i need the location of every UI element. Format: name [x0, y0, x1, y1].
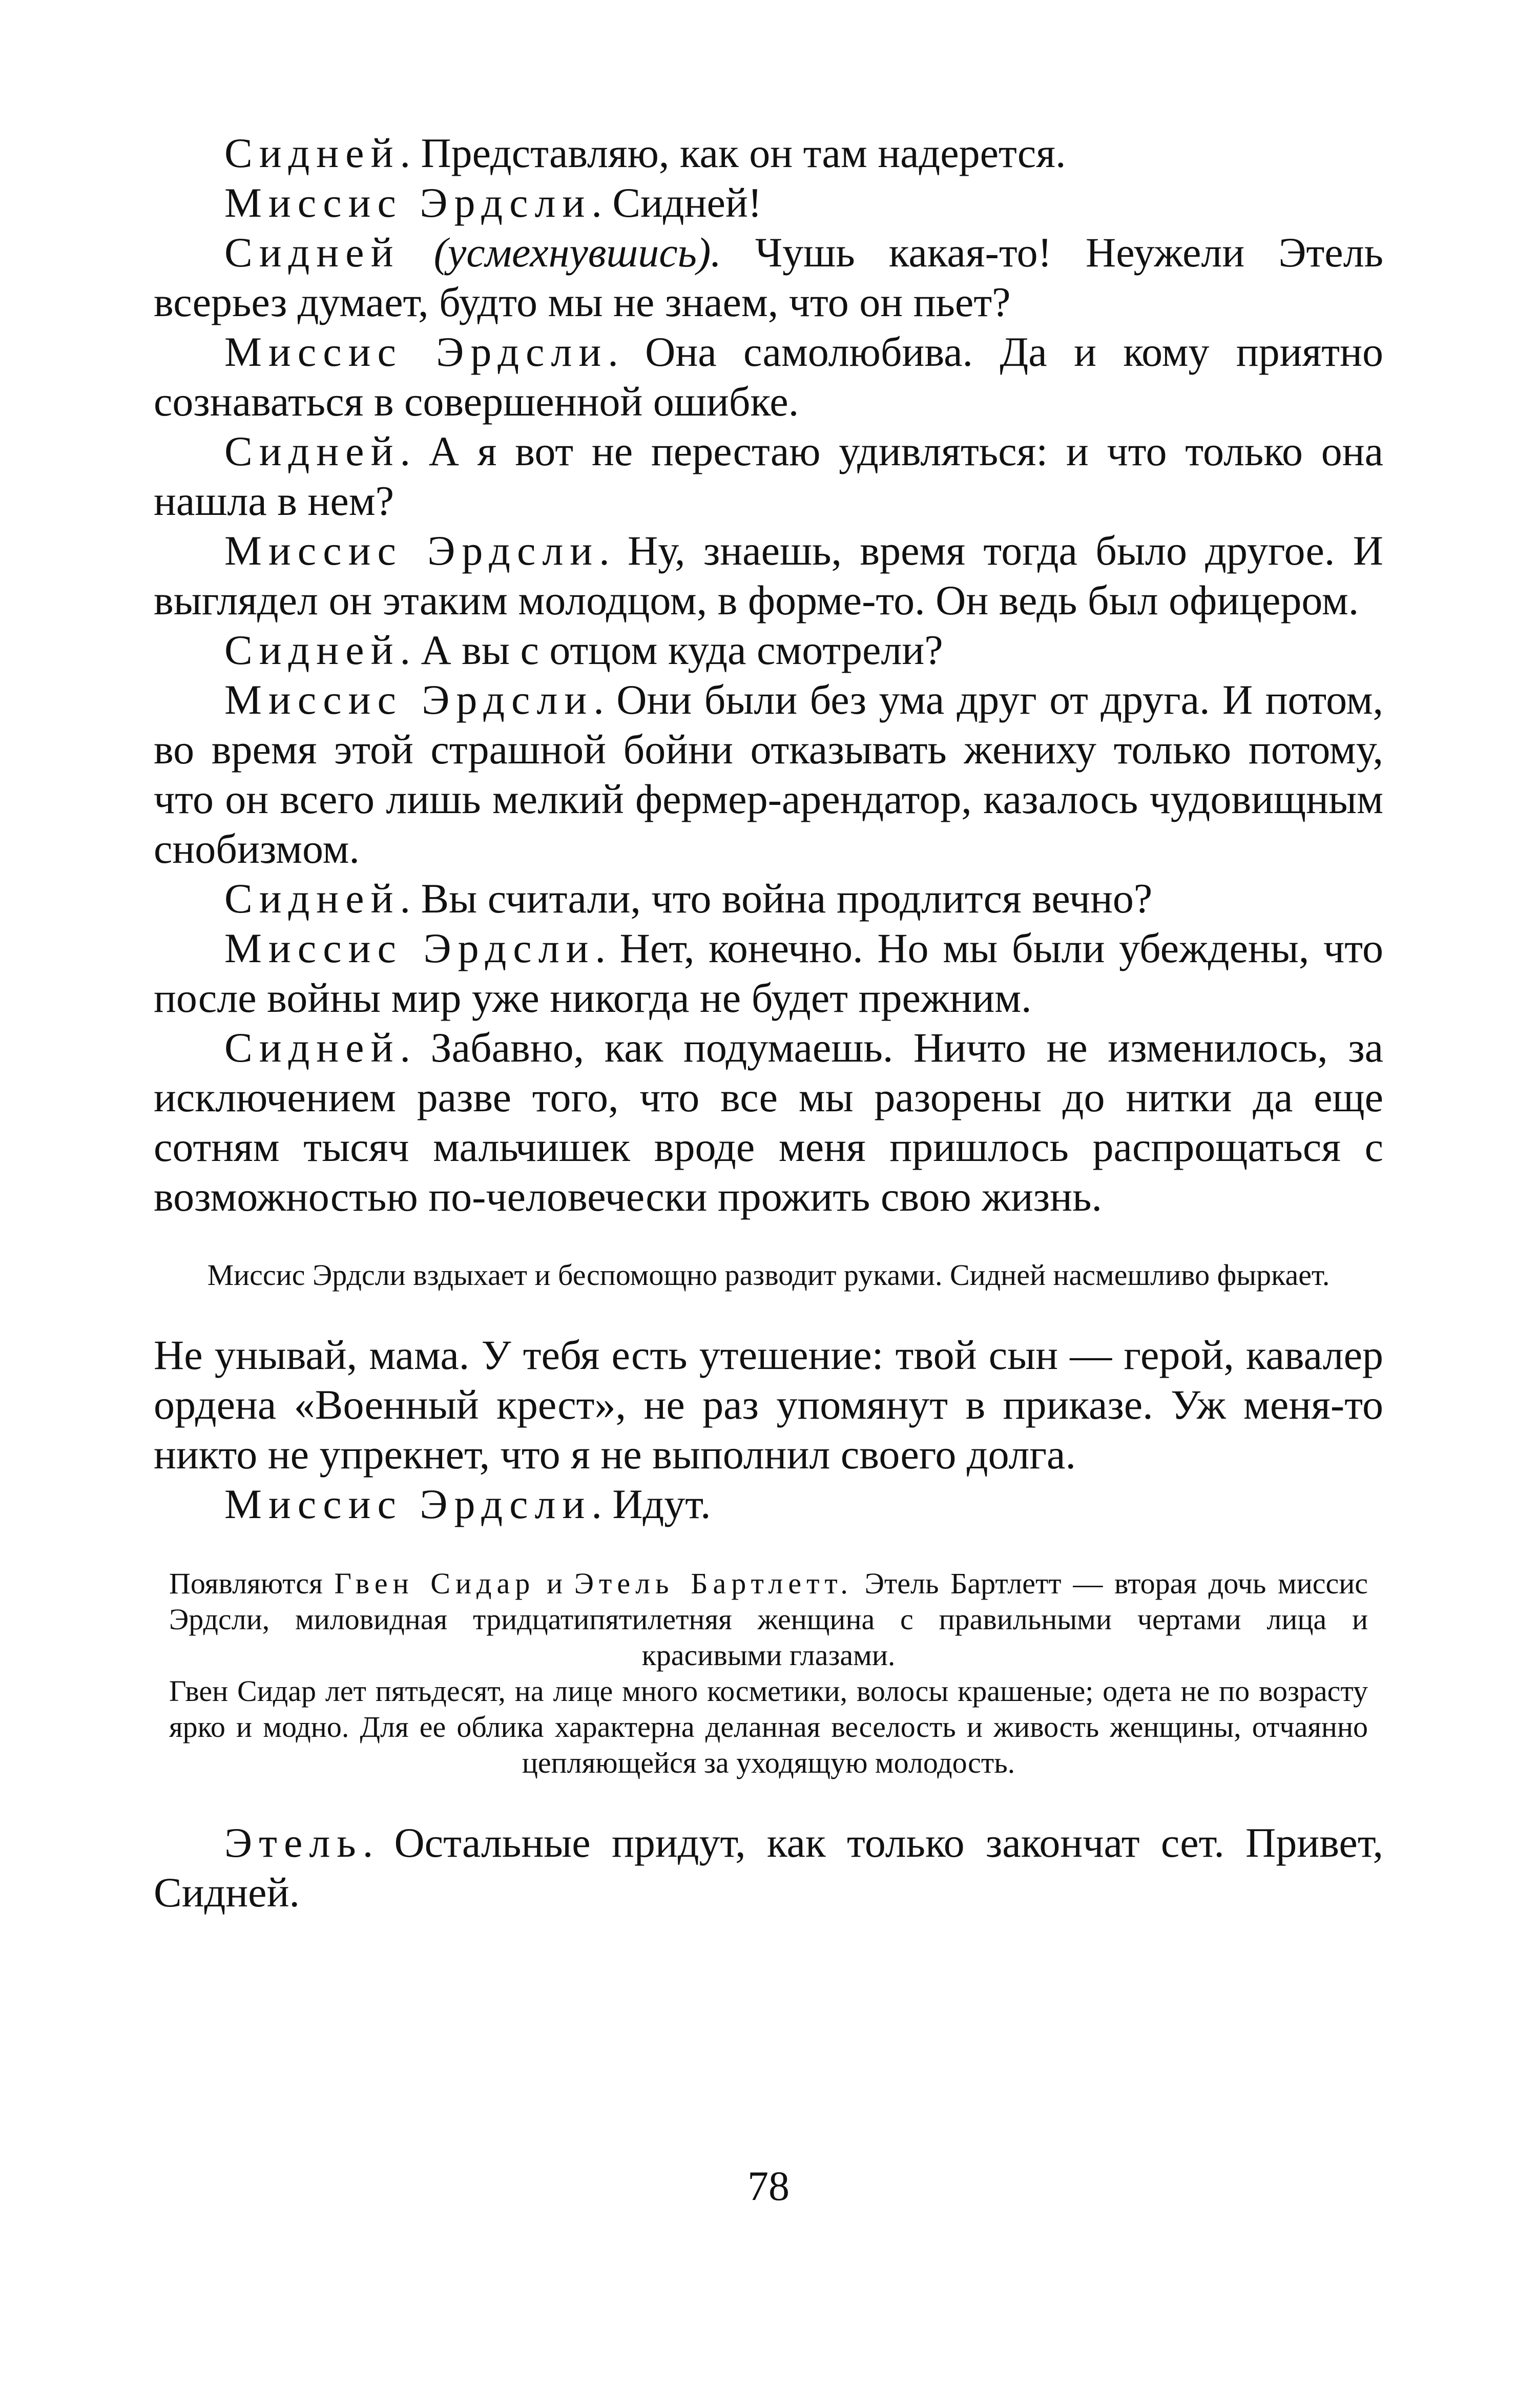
line-text: Она самолюбива. Да и кому приятно сознаваться в совершенной ошибке. [154, 328, 1383, 425]
stage-direction-gwen: Гвен Сидар лет пятьдесят, на лице много косметики, волосы крашеные; одета не по возрасту ярко и модно. Для ее облика характерна деланная веселость и живость женщины, отчаянно цепляющейся за уходящую молодость. [169, 1674, 1368, 1779]
page-number: 78 [747, 2163, 790, 2209]
line-text: Ну, знаешь, время тогда было другое. И выглядел он этаким молодцом, в форме-то. Он ведь был офицером. [154, 527, 1383, 624]
dialogue-line: Миссис Эрдсли. Она самолюбива. Да и кому приятно сознаваться в совершенной ошибке. [154, 328, 1383, 425]
speaker-name: Миссис Эрдсли [224, 925, 595, 971]
speaker-name: Миссис Эрдсли [224, 328, 608, 375]
dialogue-line: Сидней. А я вот не перестаю удивляться: и что только она нашла в нем? [154, 428, 1383, 524]
stage-remark: (усмехнувшись). [433, 229, 721, 276]
dialogue-line [154, 227, 1383, 327]
stage-direction-enter [169, 1566, 1368, 1673]
line-text: А я вот не перестаю удивляться: и что только она нашла в нем? [154, 428, 1383, 524]
line-text: Чушь какая-то! Неужели Этель всерьез думает, будто мы не знаем, что он пьет? [154, 229, 1384, 325]
enter-and: и [546, 1567, 563, 1600]
speaker-name: Сидней [224, 428, 400, 474]
speaker-name: Миссис Эрдсли [224, 527, 599, 574]
line-text: Идут. [612, 1481, 711, 1527]
line-text: Сидней! [612, 179, 762, 226]
line-text: Забавно, как подумаешь. Ничто не изменилось, за исключением разве того, что все мы разорены до нитки да еще сотням тысяч мальчишек вроде меня пришлось распрощаться с возможностью по-человечески прожить свою жизнь. [154, 1024, 1383, 1220]
speaker-name: Сидней [224, 627, 400, 673]
page-text [154, 128, 1383, 1917]
line-text: А вы с отцом куда смотрели? [421, 627, 943, 673]
speaker-name: Миссис Эрдсли [224, 179, 592, 226]
character-name: Гвен Сидар [334, 1567, 535, 1600]
dialogue-line: Миссис Эрдсли. Идут. [224, 1481, 711, 1527]
dialogue-continuation: Не унывай, мама. У тебя есть утешение: твой сын — герой, кавалер ордена «Военный крест», не раз упомянут в приказе. Уж меня-то никто не упрекнет, что я не выполнил своего долга. [154, 1332, 1383, 1478]
dialogue-line: Сидней. Представляю, как он там надерется. [224, 130, 1066, 176]
line-text: Вы считали, что война продлится вечно? [421, 875, 1153, 922]
enter-prefix: Появляются [169, 1567, 323, 1600]
speaker-name: Сидней [224, 875, 400, 922]
dialogue-line: Сидней. Забавно, как подумаешь. Ничто не изменилось, за исключением разве того, что все мы разорены до нитки да еще сотням тысяч мальчишек вроде меня пришлось распрощаться с возможностью по-человечески прожить свою жизнь. [154, 1024, 1383, 1220]
speaker-name: Сидней [224, 229, 400, 276]
line-text: Остальные придут, как только закончат сет. Привет, Сидней. [154, 1819, 1383, 1916]
dialogue-line: Этель. Остальные придут, как только закончат сет. Привет, Сидней. [154, 1819, 1383, 1916]
dialogue-line: Сидней. А вы с отцом куда смотрели? [224, 627, 943, 673]
ethel-description: Этель Бартлетт — вторая дочь миссис Эрдсли, миловидная тридцатипятилетняя женщина с правильными чертами лица и красивыми глазами. [169, 1567, 1368, 1672]
dialogue-line: Сидней. Вы считали, что война продлится вечно? [224, 875, 1153, 922]
speaker-name: Сидней [224, 1024, 400, 1071]
speaker-name: Миссис Эрдсли [224, 676, 594, 723]
dialogue-line: Миссис Эрдсли. Они были без ума друг от друга. И потом, во время этой страшной бойни отказывать жениху только потому, что он всего лишь мелкий фермер-арендатор, казалось чудовищным снобизмом. [154, 676, 1383, 872]
character-name: Этель Бартлетт. [574, 1567, 853, 1600]
speaker-name: Этель [224, 1819, 363, 1866]
dialogue-line: Миссис Эрдсли. Ну, знаешь, время тогда было другое. И выглядел он этаким молодцом, в форме-то. Он ведь был офицером. [154, 527, 1383, 624]
stage-direction: Миссис Эрдсли вздыхает и беспомощно разводит руками. Сидней насмешливо фыркает. [207, 1258, 1330, 1292]
line-text: Нет, конечно. Но мы были убеждены, что после войны мир уже никогда не будет прежним. [154, 925, 1383, 1021]
dialogue-line: Миссис Эрдсли. Сидней! [224, 179, 762, 226]
line-text: Они были без ума друг от друга. И потом, во время этой страшной бойни отказывать жениху только потому, что он всего лишь мелкий фермер-арендатор, казалось чудовищным снобизмом. [154, 676, 1383, 872]
line-text: Представляю, как он там надерется. [421, 130, 1066, 176]
speaker-name: Миссис Эрдсли [224, 1481, 592, 1527]
speaker-name: Сидней [224, 130, 400, 176]
dialogue-line: Миссис Эрдсли. Нет, конечно. Но мы были убеждены, что после войны мир уже никогда не будет прежним. [154, 925, 1383, 1021]
